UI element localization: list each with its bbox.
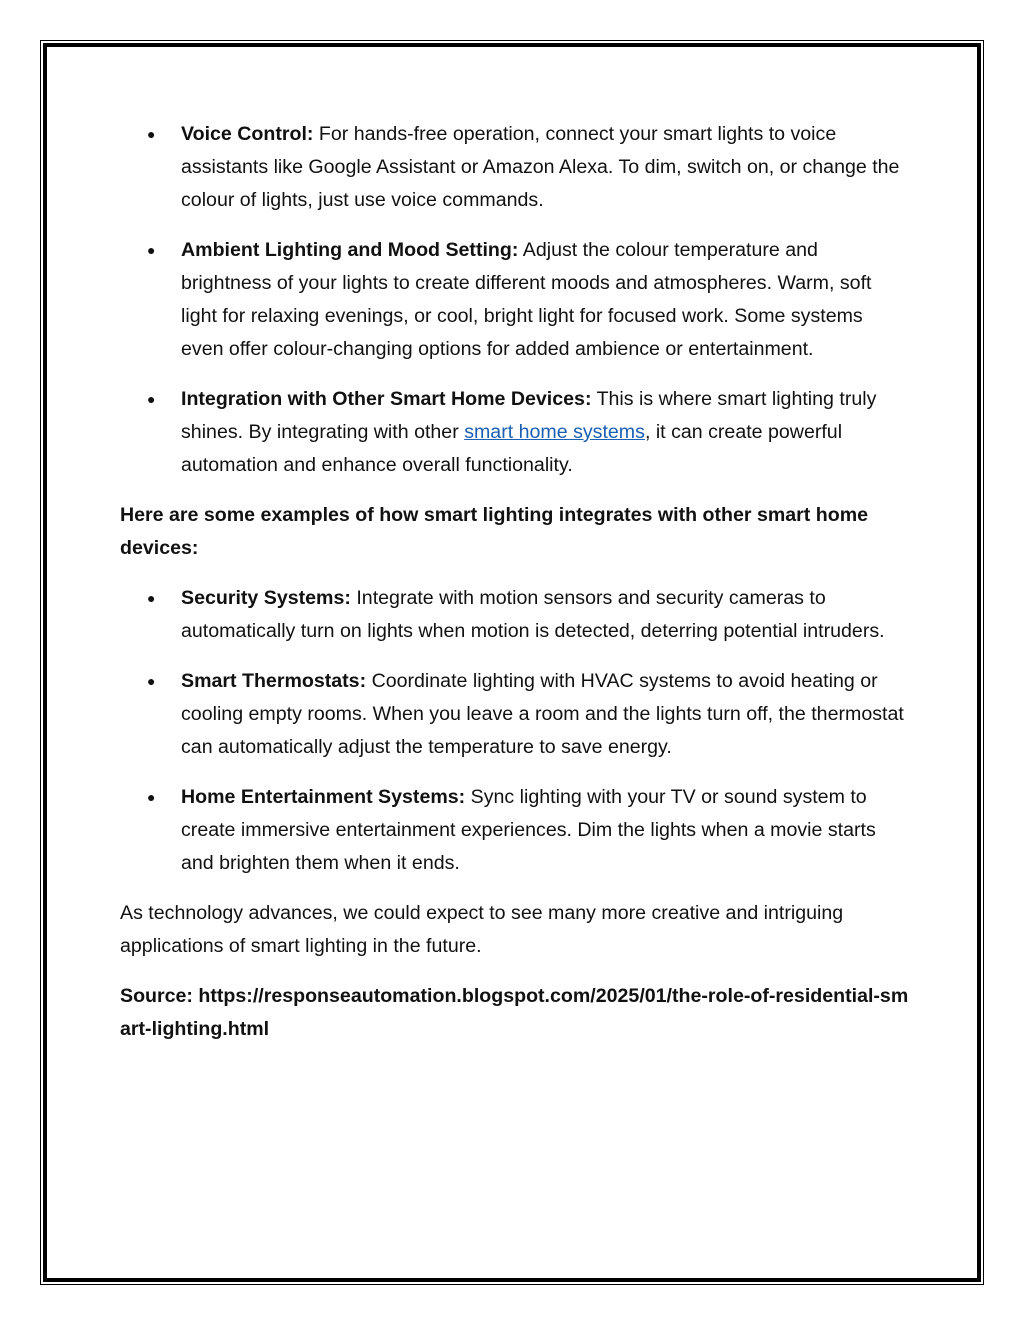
list-item-ambient-lighting bbox=[120, 234, 910, 366]
source-label: Source: bbox=[120, 985, 193, 1007]
term-voice-control: Voice Control: bbox=[181, 123, 314, 145]
list-item-integration bbox=[120, 383, 910, 482]
closing-paragraph: As technology advances, we could expect to see many more creative and intriguing applications of smart lighting in the future. bbox=[120, 902, 844, 957]
text-thermostats: Coordinate lighting with HVAC systems to avoid heating or cooling empty rooms. When you leave a room and the lights turn off, the thermostat can automatically adjust the temperature to save energy. bbox=[181, 670, 904, 758]
text-entertainment: Sync lighting with your TV or sound system to create immersive entertainment experiences. Dim the lights when a movie starts and brighten them when it ends. bbox=[181, 786, 876, 874]
list-item-entertainment bbox=[120, 781, 910, 880]
source-url: https://responseautomation.blogspot.com/2025/01/the-role-of-residential-smart-lighting.html bbox=[120, 985, 909, 1040]
text-security: Integrate with motion sensors and security cameras to automatically turn on lights when motion is detected, deterring potential intruders. bbox=[181, 587, 885, 642]
term-ambient-lighting: Ambient Lighting and Mood Setting: bbox=[181, 239, 519, 261]
term-entertainment: Home Entertainment Systems: bbox=[181, 786, 466, 808]
source-line bbox=[120, 980, 910, 1046]
section-heading: Here are some examples of how smart lighting integrates with other smart home devices: bbox=[120, 504, 869, 559]
document-body bbox=[120, 118, 910, 1063]
term-integration: Integration with Other Smart Home Devices: bbox=[181, 388, 592, 410]
bullet-icon: ● bbox=[147, 590, 156, 606]
bullet-icon: ● bbox=[147, 673, 156, 689]
list-item-security bbox=[120, 582, 910, 648]
examples-list bbox=[120, 582, 910, 880]
term-thermostats: Smart Thermostats: bbox=[181, 670, 367, 692]
text-integration-after: , it can create powerful automation and enhance overall functionality. bbox=[181, 421, 843, 476]
bullet-icon: ● bbox=[147, 391, 156, 407]
feature-list bbox=[120, 118, 910, 482]
bullet-icon: ● bbox=[147, 126, 156, 142]
list-item-voice-control bbox=[120, 118, 910, 217]
term-security: Security Systems: bbox=[181, 587, 351, 609]
text-ambient-lighting: Adjust the colour temperature and brightness of your lights to create different moods and atmospheres. Warm, soft light for relaxing evenings, or cool, bright light for focused work. Some systems even offer colour-changing options for added ambience or entertainment. bbox=[181, 239, 872, 360]
bullet-icon: ● bbox=[147, 789, 156, 805]
smart-home-systems-link[interactable]: smart home systems bbox=[464, 421, 645, 443]
list-item-thermostats bbox=[120, 665, 910, 764]
text-voice-control: For hands-free operation, connect your smart lights to voice assistants like Google Assistant or Amazon Alexa. To dim, switch on, or change the colour of lights, just use voice commands. bbox=[181, 123, 900, 211]
bullet-icon: ● bbox=[147, 242, 156, 258]
text-integration-before: This is where smart lighting truly shines. By integrating with other bbox=[181, 388, 877, 443]
